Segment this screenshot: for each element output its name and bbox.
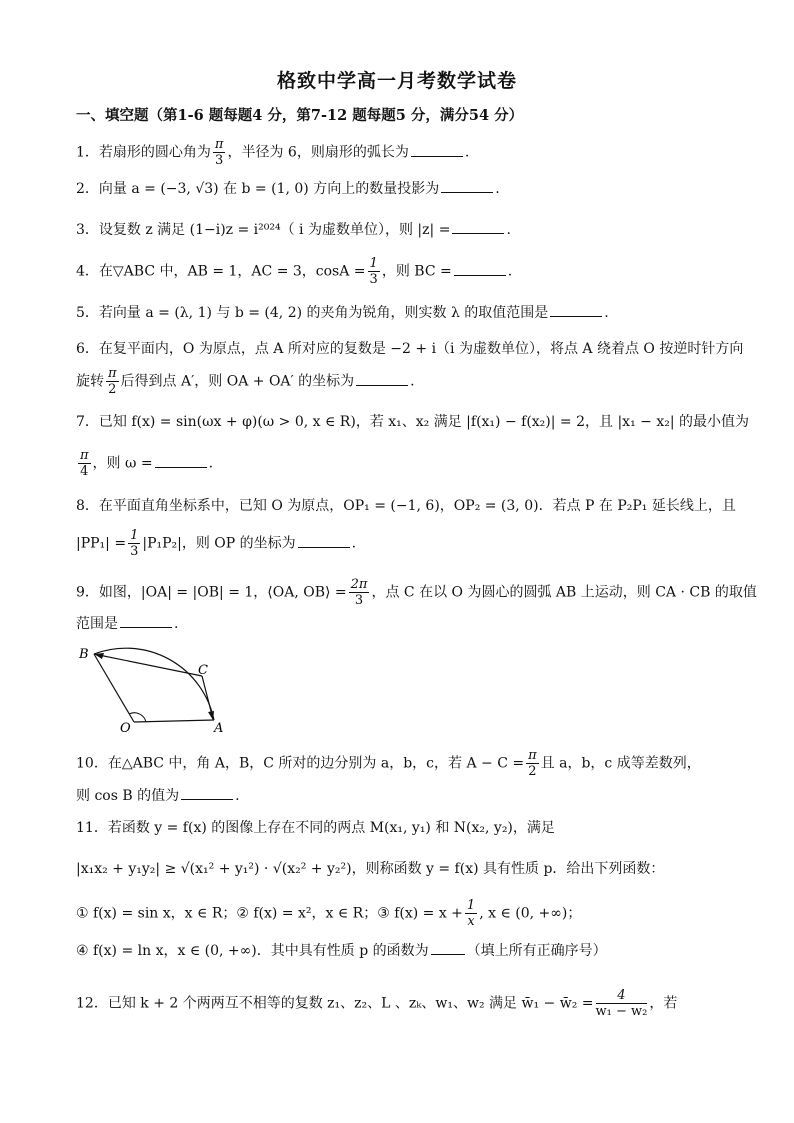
question-9-line-2: 范围是 . — [76, 613, 726, 635]
question-1: 1．若扇形的圆心角为 $\frac{\pi}{3}$ ，半径为 6，则扇形的弧长为 . — [76, 137, 470, 168]
fraction: $\frac{1}{x}$ — [466, 898, 476, 929]
fraction: $\frac{1}{3}$ — [130, 528, 139, 559]
fraction: $\frac{\pi}{3}$ — [214, 137, 224, 168]
answer-blank[interactable] — [181, 785, 233, 800]
segment-ob — [94, 654, 134, 722]
question-4: 4．在▽ABC 中，AB = 1，AC = 3，cosA = $\frac{1}{3}$ ，则 BC = . — [76, 256, 513, 287]
question-1-text: 1．若扇形的圆心角为 — [76, 144, 211, 161]
exam-title: 格致中学高一月考数学试卷 — [276, 70, 517, 92]
fraction: $\frac{2\pi}{3}$ — [350, 577, 368, 608]
label-o: O — [120, 721, 131, 732]
question-8-line-1: 8．在平面直角坐标系中，已知 O 为原点，OP₁ = (−1, 6)，OP₂ = (3, 0)．若点 P 在 P₂P₁ 延长线上，且 — [76, 498, 736, 514]
question-5: 5．若向量 a = (λ, 1) 与 b = (4, 2) 的夹角为锐角，则实数 λ 的取值范围是 . — [76, 302, 726, 324]
answer-blank[interactable] — [356, 371, 408, 386]
fraction: $\frac{4}{\text{w₁ − w₂}}$ — [595, 988, 648, 1019]
answer-blank[interactable] — [441, 178, 493, 193]
answer-blank[interactable] — [550, 302, 602, 317]
answer-blank[interactable] — [120, 613, 172, 628]
question-11-line-2: |x₁x₂ + y₁y₂| ≥ √(x₁² + y₁²) · √(x₂² + y₂²)，则称函数 y = f(x) 具有性质 p．给出下列函数： — [76, 861, 665, 877]
question-11-line-1: 11．若函数 y = f(x) 的图像上存在不同的两点 M(x₁, y₁) 和 N(x₂, y₂)，满足 — [76, 820, 555, 836]
question-10-line-1: 10．在△ABC 中，角 A，B，C 所对的边分别为 a，b，c，若 A − C = $\frac{\pi}{2}$ 且 a，b，c 成等差数列， — [76, 748, 701, 779]
question-8-line-2: |PP₁| = $\frac{1}{3}$ |P₁P₂|，则 OP 的坐标为 . — [76, 528, 357, 559]
answer-blank[interactable] — [431, 940, 465, 955]
answer-blank[interactable] — [298, 533, 350, 548]
section-heading: 一、填空题（第1-6 题每题4 分，第7-12 题每题5 分，满分54 分） — [76, 107, 524, 124]
label-a: A — [214, 721, 224, 732]
question-11-line-3: ① f(x) = sin x，x ∈ R；② f(x) = x²，x ∈ R；③ f(x) = x + $\frac{1}{x}$ , x ∈ (0, +∞)； — [76, 898, 582, 929]
fraction: $\frac{\pi}{2}$ — [108, 366, 117, 397]
question-6-line-1: 6．在复平面内，O 为原点，点 A 所对应的复数是 −2 + i（i 为虚数单位），将点 A 绕着点 O 按逆时针方向 — [76, 341, 744, 357]
question-10-line-2: 则 cos B 的值为 . — [76, 785, 726, 807]
question-7-line-2: $\frac{\pi}{4}$ ，则 ω = . — [80, 448, 214, 479]
fraction: $\frac{\pi}{2}$ — [528, 748, 537, 779]
question-6-line-2: 旋转 $\frac{\pi}{2}$ 后得到点 A′，则 OA + OA′ 的坐标为 . — [76, 366, 415, 397]
answer-blank[interactable] — [452, 219, 504, 234]
arrow-head-a — [208, 711, 214, 720]
fraction: $\frac{\pi}{4}$ — [80, 448, 89, 479]
arc-figure — [74, 642, 234, 732]
question-12: 12．已知 k + 2 个两两互不相等的复数 z₁、z₂、L 、zₖ、w₁、w₂ 满足 w̄₁ − w̄₂ = $\frac{4}{\text{w₁ − w₂}}$ ，若 — [76, 988, 678, 1019]
answer-blank[interactable] — [411, 142, 463, 157]
question-9-line-1: 9．如图，|OA| = |OB| = 1，⟨OA, OB⟩ = $\frac{2\pi}{3}$ ，点 C 在以 O 为圆心的圆弧 AB 上运动，则 CA · CB 的取值 — [76, 577, 757, 608]
fraction: $\frac{1}{3}$ — [369, 256, 378, 287]
question-7-line-1: 7．已知 f(x) = sin(ωx + φ)(ω > 0, x ∈ R)，若 x₁、x₂ 满足 |f(x₁) − f(x₂)| = 2，且 |x₁ − x₂| 的最小值为 — [76, 414, 749, 430]
question-3: 3．设复数 z 满足 (1−i)z = i²⁰²⁴（ i 为虚数单位），则 |z| = . — [76, 219, 726, 241]
answer-blank[interactable] — [454, 261, 506, 276]
label-b: B — [79, 647, 89, 662]
label-c: C — [198, 663, 208, 678]
question-11-line-4: ④ f(x) = ln x，x ∈ (0, +∞)．其中具有性质 p 的函数为 （填上所有正确序号） — [76, 940, 726, 962]
answer-blank[interactable] — [155, 453, 207, 468]
question-2: 2．向量 a = (−3, √3) 在 b = (1, 0) 方向上的数量投影为 . — [76, 178, 726, 200]
vector-cb — [94, 654, 202, 676]
